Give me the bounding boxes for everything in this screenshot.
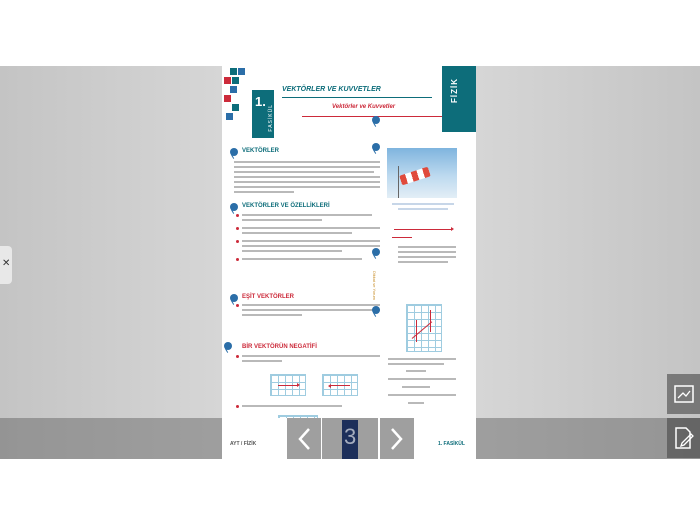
chevron-right-icon xyxy=(390,427,404,451)
text-line xyxy=(234,166,380,168)
formula-line xyxy=(402,386,430,388)
text-line xyxy=(388,394,456,396)
header-decoration xyxy=(224,68,246,128)
text-line xyxy=(242,309,380,311)
text-line xyxy=(388,378,456,380)
previous-page-button[interactable] xyxy=(287,418,321,459)
text-line xyxy=(398,261,448,263)
book-page xyxy=(222,66,476,459)
text-line xyxy=(234,191,294,193)
text-line xyxy=(242,258,362,260)
formula-line xyxy=(408,402,424,404)
pin-icon xyxy=(230,203,238,211)
text-line xyxy=(242,360,282,362)
vector-arrow xyxy=(394,229,452,230)
text-line xyxy=(242,219,322,221)
title-divider xyxy=(282,97,432,98)
side-panel-toggle[interactable] xyxy=(0,246,12,284)
next-page-button[interactable] xyxy=(380,418,414,459)
text-line xyxy=(242,214,372,216)
document-viewer xyxy=(0,66,700,459)
text-line xyxy=(398,256,456,258)
bullet-point xyxy=(236,405,239,408)
section-title-esit-vektorler: EŞİT VEKTÖRLER xyxy=(242,294,295,300)
subject-label: FİZİK xyxy=(450,78,459,103)
bullet-point xyxy=(236,258,239,261)
text-line xyxy=(242,250,342,252)
thumbnail-view-button[interactable] xyxy=(667,374,700,414)
vector-arrow xyxy=(330,385,350,386)
vector-arrow xyxy=(416,320,417,342)
sub-title: Vektörler ve Kuvvetler xyxy=(332,104,396,110)
pin-icon xyxy=(224,342,232,350)
text-line xyxy=(234,171,374,173)
fasikul-label: FASİKÜL xyxy=(268,104,274,132)
edit-document-icon xyxy=(674,426,694,450)
page-number: 3 xyxy=(344,424,357,449)
chevron-left-icon xyxy=(297,427,311,451)
footer-subject: AYT / FİZİK xyxy=(230,441,257,447)
text-line xyxy=(242,304,380,306)
text-line xyxy=(242,245,380,247)
text-line xyxy=(242,227,380,229)
text-line xyxy=(242,240,380,242)
pin-icon xyxy=(372,116,380,124)
text-line xyxy=(234,161,380,163)
vector-label-line xyxy=(392,237,412,238)
caption-line xyxy=(398,208,448,210)
text-line xyxy=(242,314,302,316)
image-thumbnail-icon xyxy=(674,385,694,403)
bullet-point xyxy=(236,355,239,358)
bullet-point xyxy=(236,240,239,243)
text-line xyxy=(242,355,380,357)
fasikul-number: 1. xyxy=(255,94,266,109)
text-line xyxy=(242,405,342,407)
viewer-background-left xyxy=(0,66,222,459)
close-x-icon: ✕ xyxy=(2,258,11,269)
pin-icon xyxy=(372,143,380,151)
pin-icon xyxy=(230,294,238,302)
windsock-pole xyxy=(398,166,399,198)
text-line xyxy=(398,251,456,253)
section-title-vektorun-negatifi: BİR VEKTÖRÜN NEGATİFİ xyxy=(242,344,317,350)
text-line xyxy=(398,246,456,248)
vector-arrow xyxy=(278,385,298,386)
pin-icon xyxy=(372,248,380,256)
text-line xyxy=(234,186,380,188)
formula-line xyxy=(406,370,426,372)
section-title-vektorler-ozellikleri: VEKTÖRLER VE ÖZELLİKLERİ xyxy=(242,203,330,209)
section-title-vektorler: VEKTÖRLER xyxy=(242,148,280,154)
text-line xyxy=(242,232,352,234)
bullet-point xyxy=(236,227,239,230)
pin-icon xyxy=(230,148,238,156)
subject-band xyxy=(442,66,476,132)
text-line xyxy=(388,363,444,365)
bullet-point xyxy=(236,304,239,307)
text-line xyxy=(234,181,380,183)
pin-icon xyxy=(372,306,380,314)
footer-fasikul: 1. FASİKÜL xyxy=(438,441,465,447)
caption-line xyxy=(392,203,454,205)
text-line xyxy=(388,358,456,360)
text-line xyxy=(234,176,380,178)
bullet-point xyxy=(236,214,239,217)
annotate-button[interactable] xyxy=(667,418,700,458)
side-annotation: Dikkat ve Yorum xyxy=(372,271,377,300)
chapter-title: VEKTÖRLER VE KUVVETLER xyxy=(282,86,381,93)
